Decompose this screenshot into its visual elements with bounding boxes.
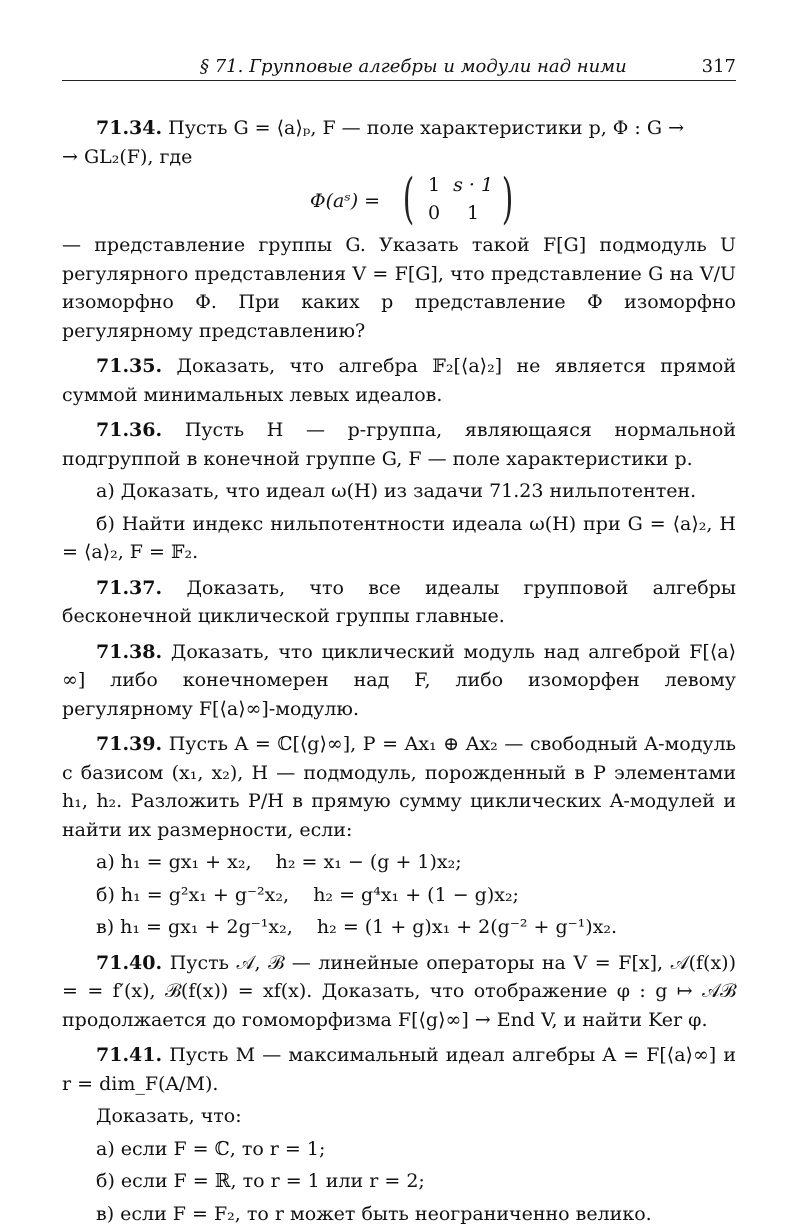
problem-subitem: б) h₁ = g²x₁ + g⁻²x₂, h₂ = g⁴x₁ + (1 − g)x₂; [96,883,519,906]
problem-statement [62,1041,736,1098]
problem-subitem: в) если F = F₂, то r может быть неограниченно велико. [96,1202,652,1225]
problem-text-line: → GL₂(F), где [62,145,193,168]
problem-statement [62,416,736,473]
problem-71-36 [62,416,736,567]
problem-text: Пусть M — максимальный идеал алгебры A = F[⟨a⟩∞] и r = dim_F(A/M). [62,1044,736,1095]
right-paren: ) [501,167,514,230]
problem-71-34-statement [62,114,736,143]
matrix-cell: s · 1 [453,174,494,196]
problem-71-35 [62,352,736,409]
problem-71-41 [62,1041,736,1228]
problem-text: Доказать, что алгебра 𝔽₂[⟨a⟩₂] не является прямой суммой минимальных левых идеалов. [62,355,736,406]
problem-71-40 [62,949,736,1035]
problem-number: 71.35. [96,355,163,377]
problem-71-34 [62,114,736,345]
matrix-body [419,171,497,227]
problem-statement [62,730,736,844]
problem-text: Пусть 𝒜, ℬ — линейные операторы на V = F[x], 𝒜(f(x)) = = f′(x), ℬ(f(x)) = xf(x). Доказать, что отображение φ : g ↦ 𝒜ℬ продолжается до гомоморфизма F[⟨g⟩∞] → End V, и найти Ker φ. [62,951,736,1031]
problem-subitem: а) h₁ = gx₁ + x₂, h₂ = x₁ − (g + 1)x₂; [96,851,462,873]
problem-intro: Доказать, что: [96,1105,242,1127]
problem-number: 71.37. [96,576,163,599]
problem-text: — представление группы G. Указать такой F[G] подмодуль U регулярного представления V = F[G], что представление G на V/U изоморфно Φ. При каких p представление Φ изоморфно регулярному представлению? [62,234,736,342]
problem-number: 71.36. [96,419,163,441]
header-title: § 71. Групповые алгебры и модули над ними [200,56,627,77]
problem-text: Пусть A = ℂ[⟨g⟩∞], P = Ax₁ ⊕ Ax₂ — свободный A-модуль с базисом (x₁, x₂), H — подмодуль, порожденный в P элементами h₁, h₂. Разложить P/H в прямую сумму циклических A-модулей и найти их размерности, если: [62,733,736,841]
matrix [398,167,518,230]
problem-subitem: в) h₁ = gx₁ + 2g⁻¹x₂, h₂ = (1 + g)x₁ + 2(g⁻² + g⁻¹)x₂. [96,916,618,938]
problem-number: 71.39. [96,733,163,755]
page-number: 317 [701,56,736,77]
problem-text: Доказать, что все идеалы групповой алгебры бесконечной циклической группы главные. [62,576,736,627]
problem-subitem: б) Найти индекс нильпотентности идеала ω(H) при G = ⟨a⟩₂, H = ⟨a⟩₂, F = 𝔽₂. [62,512,736,563]
matrix-cell: 1 [467,202,480,224]
problem-number: 71.34. [96,117,163,139]
problem-71-39 [62,730,736,942]
problem-subitem: а) Доказать, что идеал ω(H) из задачи 71.23 нильпотентен. [96,480,697,502]
display-formula [62,167,736,231]
formula-lhs: Φ(aˢ) = [310,190,381,212]
problem-text: Пусть H — p-группа, являющаяся нормальной подгруппой в конечной группе G, F — поле характеристики p. [62,419,736,470]
page-content [62,114,736,1232]
problem-number: 71.38. [96,640,163,663]
problem-text: Доказать, что циклический модуль над алгеброй F[⟨a⟩∞] либо конечномерен над F, либо изоморфен левому регулярному F[⟨a⟩∞]-модулю. [62,640,737,720]
problem-71-38 [62,638,736,724]
problem-71-37 [62,574,736,631]
problem-subitem: а) если F = ℂ, то r = 1; [96,1137,326,1160]
matrix-cell: 1 [428,174,441,196]
problem-number: 71.41. [96,1044,163,1066]
left-paren: ( [402,167,415,230]
problem-subitem: б) если F = ℝ, то r = 1 или r = 2; [96,1170,425,1192]
problem-number: 71.40. [96,951,163,974]
matrix-cell: 0 [428,202,441,224]
problem-text-line: Пусть G = ⟨a⟩ₚ, F — поле характеристики p, Φ : G → [168,117,685,139]
running-header [62,52,736,81]
